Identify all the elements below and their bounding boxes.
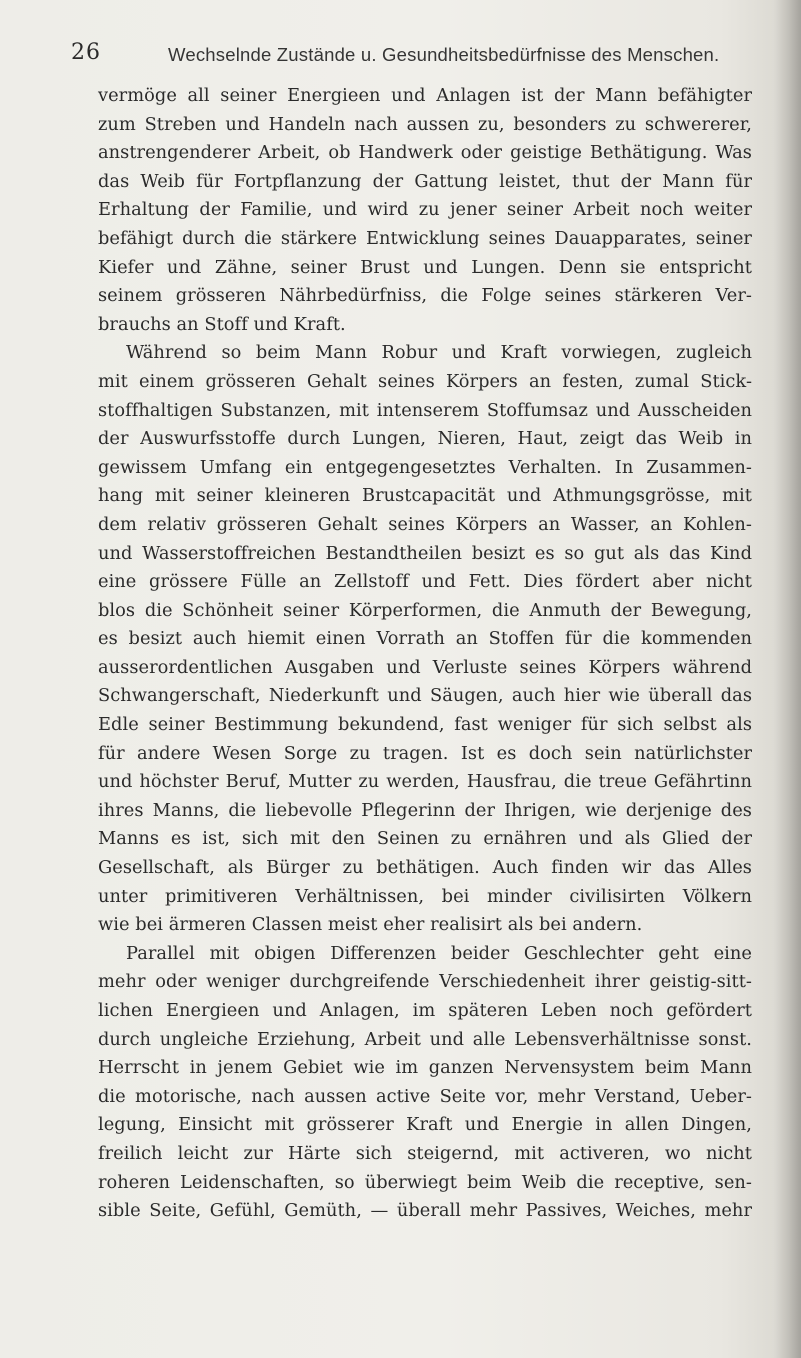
- text-line: legung, Einsicht mit grösserer Kraft und Energie in allen Dingen,: [98, 1114, 752, 1136]
- page-edge-shadow: [773, 0, 801, 1358]
- paragraph-first-line: Während so beim Mann Robur und Kraft vorwiegen, zugleich: [126, 342, 752, 364]
- text-line: gewissem Umfang ein entgegengesetztes Verhalten. In Zusammen-: [98, 456, 752, 478]
- text-line: brauchs an Stoff und Kraft.: [98, 313, 346, 335]
- text-line: roheren Leidenschaften, so überwiegt beim Weib die receptive, sen-: [98, 1171, 752, 1193]
- text-line: sible Seite, Gefühl, Gemüth, — überall mehr Passives, Weiches, mehr: [98, 1200, 752, 1222]
- text-line: mit einem grösseren Gehalt seines Körpers an festen, zumal Stick-: [98, 370, 752, 392]
- text-line: für andere Wesen Sorge zu tragen. Ist es doch sein natürlichster: [98, 742, 752, 764]
- text-line: wie bei ärmeren Classen meist eher realisirt als bei andern.: [98, 914, 643, 936]
- text-line: Herrscht in jenem Gebiet wie im ganzen Nervensystem beim Mann: [98, 1057, 752, 1079]
- text-line: anstrengenderer Arbeit, ob Handwerk oder geistige Bethätigung. Was: [98, 142, 752, 164]
- text-line: vermöge all seiner Energieen und Anlagen ist der Mann befähigter: [98, 85, 752, 106]
- text-line: Manns es ist, sich mit den Seinen zu ernähren und als Glied der: [98, 828, 752, 850]
- text-line: ihres Manns, die liebevolle Pflegerinn der Ihrigen, wie derjenige des: [98, 799, 752, 821]
- text-line: Edle seiner Bestimmung bekundend, fast weniger für sich selbst als: [98, 714, 752, 736]
- paragraph-first-line: Parallel mit obigen Differenzen beider Geschlechter geht eine: [126, 942, 752, 964]
- text-line: Schwangerschaft, Niederkunft und Säugen, auch hier wie überall das: [98, 685, 752, 707]
- running-head-title: Wechselnde Zustände u. Gesundheitsbedürfnisse des Menschen.: [168, 44, 720, 65]
- text-line: das Weib für Fortpflanzung der Gattung leistet, thut der Mann für: [98, 170, 752, 192]
- text-line: hang mit seiner kleineren Brustcapacität und Athmungsgrösse, mit: [98, 485, 752, 507]
- page-number: 26: [71, 40, 101, 65]
- text-line: der Auswurfsstoffe durch Lungen, Nieren, Haut, zeigt das Weib in: [98, 428, 752, 450]
- text-line: stoffhaltigen Substanzen, mit intenserem Stoffumsaz und Ausscheiden: [98, 399, 752, 421]
- text-line: durch ungleiche Erziehung, Arbeit und alle Lebensverhältnisse sonst.: [98, 1028, 752, 1050]
- text-line: ausserordentlichen Ausgaben und Verluste seines Körpers während: [98, 656, 752, 678]
- text-line: mehr oder weniger durchgreifende Verschiedenheit ihrer geistig-sitt-: [98, 971, 752, 993]
- body-text: [98, 82, 752, 1226]
- text-line: und Wasserstoffreichen Bestandtheilen besizt es so gut als das Kind: [98, 542, 752, 564]
- text-line: unter primitiveren Verhältnissen, bei minder civilisirten Völkern: [98, 885, 752, 907]
- text-line: befähigt durch die stärkere Entwicklung seines Dauapparates, seiner: [98, 227, 752, 249]
- text-line: Gesellschaft, als Bürger zu bethätigen. Auch finden wir das Alles: [98, 857, 752, 879]
- text-line: dem relativ grösseren Gehalt seines Körpers an Wasser, an Kohlen-: [98, 513, 752, 535]
- running-head: [71, 34, 771, 74]
- text-line: zum Streben und Handeln nach aussen zu, besonders zu schwererer,: [98, 113, 752, 135]
- text-line: freilich leicht zur Härte sich steigernd, mit activeren, wo nicht: [98, 1142, 752, 1164]
- text-line: Kiefer und Zähne, seiner Brust und Lungen. Denn sie entspricht: [98, 256, 752, 278]
- text-line: es besizt auch hiemit einen Vorrath an Stoffen für die kommenden: [98, 628, 752, 650]
- text-line: seinem grösseren Nährbedürfniss, die Folge seines stärkeren Ver-: [98, 285, 752, 307]
- text-line: blos die Schönheit seiner Körperformen, die Anmuth der Bewegung,: [98, 599, 752, 621]
- text-line: lichen Energieen und Anlagen, im späteren Leben noch gefördert: [98, 1000, 752, 1021]
- text-line: eine grössere Fülle an Zellstoff und Fett. Dies fördert aber nicht: [98, 571, 752, 593]
- text-line: Erhaltung der Familie, und wird zu jener seiner Arbeit noch weiter: [98, 199, 752, 221]
- text-line: und höchster Beruf, Mutter zu werden, Hausfrau, die treue Gefährtinn: [98, 771, 752, 793]
- text-line: die motorische, nach aussen active Seite vor, mehr Verstand, Ueber-: [98, 1085, 752, 1107]
